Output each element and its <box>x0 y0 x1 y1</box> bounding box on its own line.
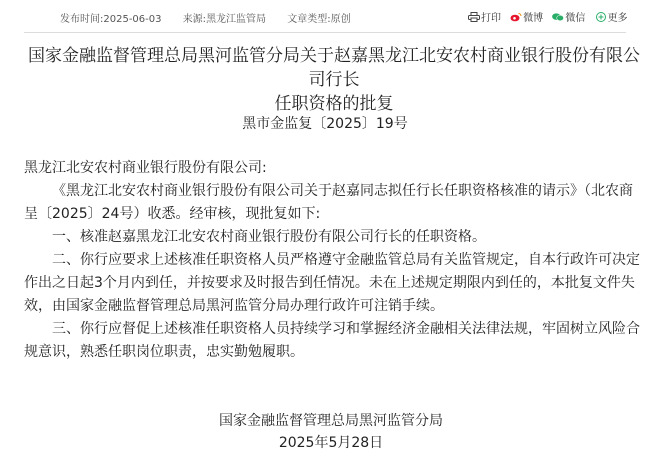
item-2-paragraph: 二、你行应要求上述核准任职资格人员严格遵守金融监管总局有关监管规定，自本行政许可决定作出之日起3个月内到任，并按要求及时报告到任情况。未在上述规定期限内到任的，本批复文件失效，由国家金融监督管理总局黑河监管分局办理行政许可注销手续。 <box>24 252 640 314</box>
source-info <box>183 14 266 25</box>
more-label: 更多 <box>607 13 628 24</box>
addressee: 黑龙江北安农村商业银行股份有限公司: <box>24 160 267 176</box>
signature-date: 2025年5月28日 <box>278 435 384 451</box>
type-info <box>287 14 350 25</box>
publish-label: 发布时间: <box>60 14 104 25</box>
type-value: 原创 <box>330 14 351 25</box>
signature-org: 国家金融监督管理总局黑河监管分局 <box>219 413 443 429</box>
publish-date: 2025-06-03 <box>103 14 162 25</box>
weibo-icon <box>510 12 522 22</box>
header-divider <box>24 32 626 33</box>
wechat-button[interactable] <box>552 9 585 24</box>
share-bar <box>468 9 634 24</box>
item-3-paragraph: 三、你行应督促上述核准任职资格人员持续学习和掌握经济金融相关法律法规，牢固树立风险合规意识，熟悉任职岗位职责，忠实勤勉履职。 <box>24 321 640 360</box>
type-label: 文章类型: <box>287 14 331 25</box>
signature-block <box>0 410 650 454</box>
source-label: 来源: <box>182 14 207 25</box>
wechat-icon <box>552 12 564 22</box>
print-button[interactable] <box>468 9 501 24</box>
document-number: 黑市金监复〔2025〕19号 <box>242 116 408 132</box>
weibo-button[interactable] <box>510 9 543 24</box>
weibo-label: 微博 <box>523 13 544 24</box>
intro-paragraph: 《黑龙江北安农村商业银行股份有限公司关于赵嘉同志拟任行长任职资格核准的请示》（北农商呈〔2025〕24号）收悉。经审核，现批复如下: <box>24 183 633 222</box>
more-button[interactable] <box>595 9 628 24</box>
item-1-paragraph: 一、核准赵嘉黑龙江北安农村商业银行股份有限公司行长的任职资格。 <box>52 229 486 245</box>
source-value: 黑龙江监管局 <box>206 14 267 25</box>
article-meta <box>60 10 369 25</box>
title-line-2: 任职资格的批复 <box>274 94 394 114</box>
print-label: 打印 <box>481 13 501 24</box>
title-line-1: 国家金融监督管理总局黑河监管分局关于赵嘉黑龙江北安农村商业银行股份有限公司行长 <box>28 46 640 90</box>
document-body <box>24 157 646 364</box>
plus-circle-icon <box>595 12 607 22</box>
wechat-label: 微信 <box>565 13 586 24</box>
article-meta-bar <box>24 0 626 32</box>
printer-icon <box>468 12 480 22</box>
document-title <box>24 44 644 116</box>
publish-info <box>60 14 162 25</box>
